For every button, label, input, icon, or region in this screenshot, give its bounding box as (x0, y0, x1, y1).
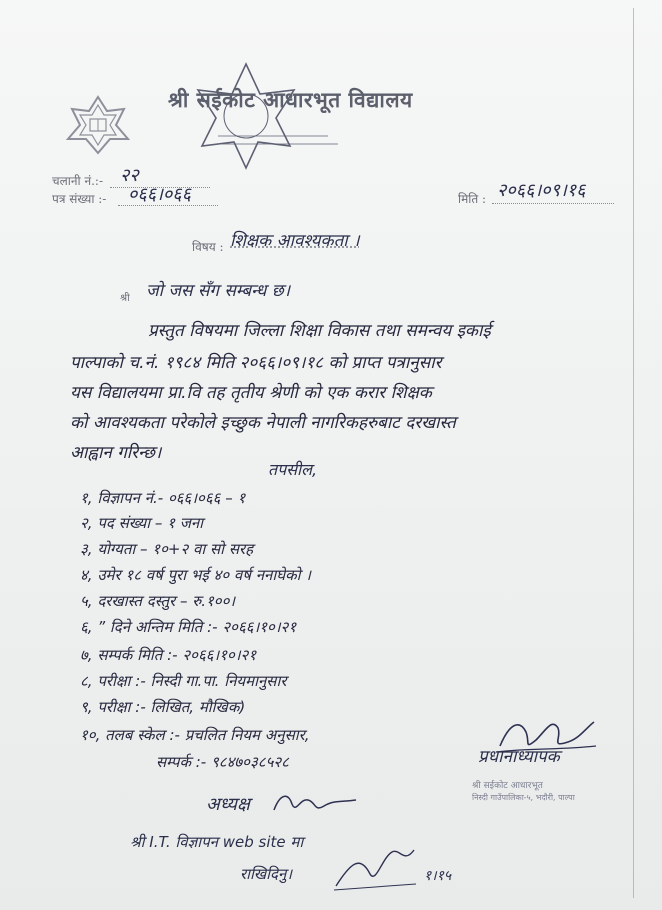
patra-dots (118, 205, 218, 206)
patra-label: पत्र संख्या :- (52, 192, 107, 206)
details-heading: तपसील, (268, 460, 318, 479)
body-line-5: आह्वान गरिन्छ। (70, 443, 162, 463)
detail-item-10: १०, तलब स्केल :- प्रचलित नियम अनुसार, (80, 726, 310, 744)
body-line-1: प्रस्तुत विषयमा जिल्ला शिक्षा विकास तथा समन्वय इकाई (148, 321, 491, 341)
school-seal-stamp (178, 60, 378, 172)
stamp-line-1: श्री सईकोट आधारभूत (472, 781, 543, 791)
detail-item-2: २, पद संख्या – १ जना (80, 514, 204, 532)
salutation-prefix: श्री (120, 293, 130, 304)
body-line-2: पाल्पाको च.नं. १९८४ मिति २०६६।०९।१८ को प्राप्त पत्रानुसार (70, 353, 442, 373)
miti-label: मिति : (458, 192, 487, 206)
cc-date: १।१५ (424, 868, 452, 884)
detail-item-8: ८, परीक्षा :- निस्दी गा.पा. नियमानुसार (80, 672, 287, 690)
detail-item-7: ७, सम्पर्क मिति :- २०६६।१०।२१ (80, 646, 257, 664)
chalani-value: २२ (120, 165, 139, 186)
detail-item-1: १, विज्ञापन नं.- ०६६।०६६ – १ (80, 489, 246, 507)
chairperson-label: अध्यक्ष (206, 794, 250, 815)
subject-label: विषय : (192, 240, 224, 254)
stamp-line-2: निस्दी गाउँपालिका-५, भदौरी, पाल्पा (472, 793, 575, 802)
subject-value: शिक्षक आवश्यकता । (230, 231, 360, 251)
detail-item-9: ९, परीक्षा :- लिखित, मौखिक) (80, 698, 246, 716)
cc-line-2: राखिदिनु। (240, 865, 293, 883)
contact-phone: सम्पर्क :- ९८४७०३८५२८ (156, 753, 289, 771)
salutation-text: जो जस सँग सम्बन्ध छ। (146, 281, 291, 301)
cc-line-1: श्री I.T. विज्ञापन web site मा (130, 833, 304, 851)
detail-item-4: ४, उमेर १८ वर्ष पुरा भई ४० वर्ष ननाघेको । (80, 566, 311, 584)
detail-item-6: ६, ” दिने अन्तिम मिति :- २०६६।१०।२१ (80, 618, 297, 636)
nepal-star-emblem-icon (62, 95, 134, 155)
miti-dots (492, 203, 614, 204)
headmaster-title: प्रधानाध्यापक (478, 747, 560, 767)
chairperson-signature-scribble (270, 788, 360, 818)
miti-value: २०६६।०९।१६ (497, 180, 586, 201)
detail-item-3: ३, योग्यता – १०+२ वा सो सरह (80, 540, 254, 558)
school-name-heading: श्री सईकोट आधारभूत विद्यालय (168, 87, 413, 112)
body-line-3: यस विद्यालयमा प्रा.वि तह तृतीय श्रेणी को एक करार शिक्षक (70, 383, 432, 403)
detail-item-5: ५, दरखास्त दस्तुर – रु.१००। (80, 592, 236, 610)
paper-edge-line (633, 8, 634, 898)
patra-value: ०६६।०६६ (128, 184, 191, 205)
cc-signature-scribble (330, 844, 420, 892)
chalani-label: चलानी नं.:- (52, 174, 104, 188)
body-line-4: को आवश्यकता परेकोले इच्छुक नेपाली नागरिकहरुबाट दरखास्त (70, 413, 456, 433)
